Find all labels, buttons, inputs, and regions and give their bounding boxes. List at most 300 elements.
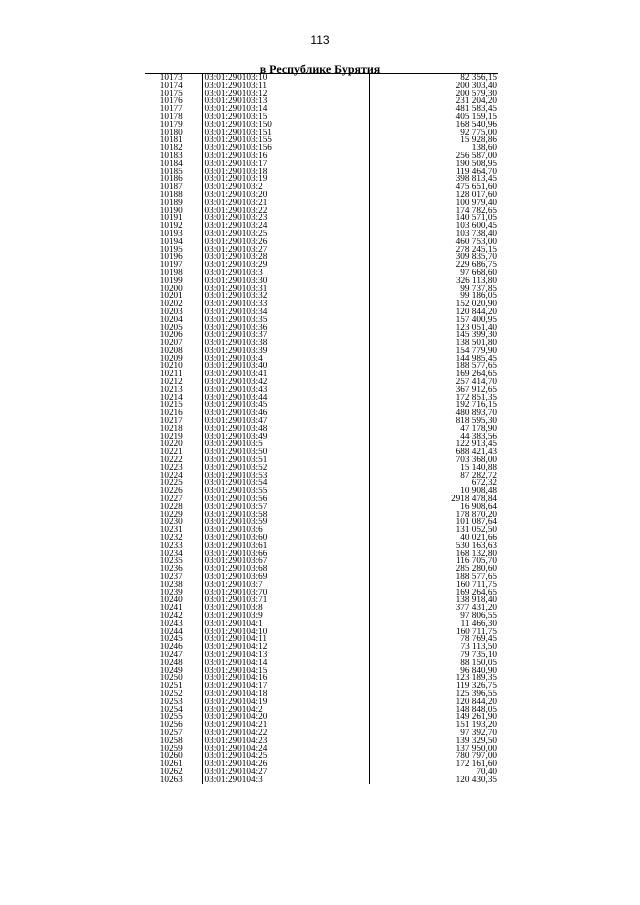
cadastral-value: 152 020,90 [369, 300, 498, 308]
row-number: 10186 [159, 175, 183, 184]
table-row [145, 495, 498, 503]
row-number: 10220 [159, 440, 183, 449]
row-number: 10253 [159, 697, 183, 706]
table-row [145, 175, 498, 183]
table-row [145, 246, 498, 254]
cadastral-value: 174 782,65 [369, 207, 498, 215]
cadastral-value: 119 326,75 [369, 682, 498, 690]
cadastral-value: 87 282,72 [369, 472, 498, 480]
row-number: 10238 [159, 580, 183, 589]
cadastral-number: 03:01:290104:16 [202, 674, 369, 682]
table-row [145, 776, 498, 784]
row-number: 10235 [159, 557, 183, 566]
row-number: 10258 [159, 736, 183, 745]
cadastral-value: 398 813,45 [369, 175, 498, 183]
table-row [145, 628, 498, 636]
table-row [145, 285, 498, 293]
cadastral-number: 03:01:290103:68 [202, 565, 369, 573]
table-row [145, 277, 498, 285]
row-number: 10180 [159, 128, 183, 137]
table-row [145, 331, 498, 339]
cadastral-number: 03:01:290103:16 [202, 152, 369, 160]
cadastral-number: 03:01:290103:9 [202, 612, 369, 620]
table-row [145, 635, 498, 643]
row-number: 10225 [159, 479, 183, 488]
row-number: 10231 [159, 526, 183, 535]
row-number: 10201 [159, 292, 183, 301]
cadastral-value: 119 464,70 [369, 168, 498, 176]
row-number: 10208 [159, 346, 183, 355]
row-number: 10179 [159, 120, 183, 129]
cadastral-value: 285 280,60 [369, 565, 498, 573]
table-row [145, 729, 498, 737]
row-number: 10259 [159, 744, 183, 753]
cadastral-number: 03:01:290103:5 [202, 440, 369, 448]
row-number: 10211 [159, 370, 183, 379]
cadastral-value: 780 797,00 [369, 752, 498, 760]
table-row [145, 690, 498, 698]
cadastral-value: 172 851,35 [369, 394, 498, 402]
cadastral-number: 03:01:290103:69 [202, 573, 369, 581]
row-number: 10181 [159, 136, 183, 145]
table-row [145, 768, 498, 776]
row-number: 10224 [159, 471, 183, 480]
cadastral-number: 03:01:290103:25 [202, 230, 369, 238]
cadastral-number: 03:01:290104:2 [202, 706, 369, 714]
table-row [145, 456, 498, 464]
cadastral-number: 03:01:290103:33 [202, 300, 369, 308]
cadastral-number: 03:01:290103:43 [202, 386, 369, 394]
cadastral-number: 03:01:290103:40 [202, 362, 369, 370]
row-number: 10187 [159, 183, 183, 191]
table-row [145, 105, 498, 113]
cadastral-value: 377 431,20 [369, 604, 498, 612]
row-number: 10256 [159, 721, 183, 729]
row-number: 10204 [159, 315, 183, 324]
row-number: 10223 [159, 463, 183, 472]
table-row [145, 214, 498, 222]
row-number: 10191 [159, 214, 183, 223]
cadastral-number: 03:01:290103:67 [202, 557, 369, 565]
cadastral-value: 148 848,05 [369, 706, 498, 714]
row-number: 10222 [159, 456, 183, 464]
cadastral-value: 168 132,80 [369, 550, 498, 558]
cadastral-value: 137 950,00 [369, 745, 498, 753]
row-number: 10261 [159, 760, 183, 768]
cadastral-value: 123 189,35 [369, 674, 498, 682]
row-number: 10227 [159, 495, 183, 503]
cadastral-number: 03:01:290104:1 [202, 620, 369, 628]
row-number: 10207 [159, 339, 183, 347]
row-number: 10218 [159, 424, 183, 433]
cadastral-value: 530 163,63 [369, 542, 498, 550]
row-number: 10232 [159, 534, 183, 542]
cadastral-value: 149 261,90 [369, 713, 498, 721]
cadastral-value: 480 893,70 [369, 409, 498, 417]
table-row [145, 713, 498, 721]
row-number: 10194 [159, 237, 183, 246]
row-number: 10216 [159, 409, 183, 418]
cadastral-number: 03:01:290103:53 [202, 472, 369, 480]
table-row [145, 183, 498, 191]
cadastral-number: 03:01:290104:22 [202, 729, 369, 737]
cadastral-value: 688 421,43 [369, 448, 498, 456]
cadastral-number: 03:01:290104:10 [202, 628, 369, 636]
cadastral-value: 128 017,60 [369, 191, 498, 199]
table-row [145, 121, 498, 129]
row-number: 10213 [159, 385, 183, 394]
cadastral-number: 03:01:290103:51 [202, 456, 369, 464]
table-row [145, 721, 498, 729]
cadastral-value: 256 587,00 [369, 152, 498, 160]
row-number: 10185 [159, 167, 183, 176]
cadastral-number: 03:01:290103:55 [202, 487, 369, 495]
cadastral-number: 03:01:290103:45 [202, 401, 369, 409]
row-number: 10257 [159, 728, 183, 737]
row-number: 10229 [159, 510, 183, 519]
table-row [145, 440, 498, 448]
row-number: 10215 [159, 401, 183, 410]
cadastral-number: 03:01:290104:19 [202, 698, 369, 706]
cadastral-value: 231 204,20 [369, 97, 498, 105]
row-number: 10195 [159, 245, 183, 254]
cadastral-value: 122 913,45 [369, 440, 498, 448]
row-number: 10243 [159, 619, 183, 628]
table-row [145, 113, 498, 121]
table-row [145, 737, 498, 745]
table-row [145, 464, 498, 472]
cadastral-value: 309 835,70 [369, 253, 498, 261]
row-number: 10206 [159, 331, 183, 340]
cadastral-number: 03:01:290103:4 [202, 355, 369, 363]
cadastral-number: 03:01:290104:11 [202, 635, 369, 643]
cadastral-number: 03:01:290104:15 [202, 667, 369, 675]
cadastral-number: 03:01:290103:66 [202, 550, 369, 558]
cadastral-number: 03:01:290103:60 [202, 534, 369, 542]
table-row [145, 651, 498, 659]
table-row [145, 238, 498, 246]
row-number: 10198 [159, 268, 183, 277]
cadastral-value: 200 579,30 [369, 90, 498, 98]
cadastral-value-table [145, 73, 498, 784]
cadastral-value: 96 840,90 [369, 667, 498, 675]
row-number: 10230 [159, 518, 183, 527]
cadastral-number: 03:01:290103:52 [202, 464, 369, 472]
table-row [145, 253, 498, 261]
table-row [145, 191, 498, 199]
row-number: 10263 [159, 775, 183, 784]
cadastral-value: 326 113,80 [369, 277, 498, 285]
cadastral-number: 03:01:290103:34 [202, 308, 369, 316]
cadastral-value: 79 735,10 [369, 651, 498, 659]
row-number: 10188 [159, 190, 183, 199]
row-number: 10209 [159, 354, 183, 363]
table-row [145, 479, 498, 487]
row-number: 10245 [159, 635, 183, 644]
row-number: 10221 [159, 448, 183, 457]
table-row [145, 518, 498, 526]
cadastral-value: 120 844,20 [369, 698, 498, 706]
table-row [145, 550, 498, 558]
row-number: 10214 [159, 393, 183, 402]
cadastral-number: 03:01:290103:18 [202, 168, 369, 176]
cadastral-value: 172 161,60 [369, 760, 498, 768]
cadastral-number: 03:01:290103:41 [202, 370, 369, 378]
table-row [145, 534, 498, 542]
cadastral-number: 03:01:290103:12 [202, 90, 369, 98]
row-number: 10247 [159, 650, 183, 659]
region-title: в Республике Бурятия [259, 62, 381, 76]
cadastral-number: 03:01:290103:28 [202, 253, 369, 261]
table-row [145, 612, 498, 620]
row-number: 10193 [159, 229, 183, 238]
cadastral-number: 03:01:290104:13 [202, 651, 369, 659]
row-number: 10182 [159, 144, 183, 152]
cadastral-value: 120 430,35 [369, 776, 498, 784]
row-number: 10250 [159, 674, 183, 683]
cadastral-value: 145 399,30 [369, 331, 498, 339]
cadastral-value: 2918 478,84 [369, 495, 498, 503]
table-row [145, 222, 498, 230]
cadastral-number: 03:01:290104:24 [202, 745, 369, 753]
table-row [145, 152, 498, 160]
cadastral-number: 03:01:290104:27 [202, 768, 369, 776]
cadastral-value: 160 711,75 [369, 581, 498, 589]
row-number: 10240 [159, 596, 183, 605]
table-row [145, 199, 498, 207]
row-number: 10174 [159, 81, 183, 90]
table-row [145, 308, 498, 316]
cadastral-value: 160 711,75 [369, 628, 498, 636]
row-number: 10175 [159, 89, 183, 98]
cadastral-value: 70,40 [369, 768, 498, 776]
row-number: 10199 [159, 276, 183, 285]
cadastral-value: 100 979,40 [369, 199, 498, 207]
cadastral-value: 190 508,95 [369, 160, 498, 168]
table-row [145, 706, 498, 714]
row-number: 10178 [159, 112, 183, 121]
table-row [145, 409, 498, 417]
cadastral-value: 405 159,15 [369, 113, 498, 121]
cadastral-value: 192 716,15 [369, 401, 498, 409]
table-row [145, 207, 498, 215]
table-row [145, 526, 498, 534]
cadastral-number: 03:01:290103:13 [202, 97, 369, 105]
cadastral-number: 03:01:290103:31 [202, 285, 369, 293]
table-row [145, 589, 498, 597]
cadastral-number: 03:01:290103:150 [202, 121, 369, 129]
page-number: 113 [310, 33, 330, 47]
cadastral-value: 168 540,96 [369, 121, 498, 129]
cadastral-value: 16 908,64 [369, 503, 498, 511]
cadastral-value: 169 264,65 [369, 370, 498, 378]
cadastral-number: 03:01:290103:70 [202, 589, 369, 597]
table-row [145, 596, 498, 604]
row-number: 10228 [159, 502, 183, 511]
table-row [145, 659, 498, 667]
cadastral-value: 131 052,50 [369, 526, 498, 534]
cadastral-number: 03:01:290103:8 [202, 604, 369, 612]
cadastral-number: 03:01:290103:37 [202, 331, 369, 339]
cadastral-value: 15 140,88 [369, 464, 498, 472]
row-number: 10255 [159, 713, 183, 722]
table-row [145, 620, 498, 628]
cadastral-value: 139 329,50 [369, 737, 498, 745]
cadastral-number: 03:01:290103:11 [202, 82, 369, 90]
table-row [145, 511, 498, 519]
cadastral-value: 138 918,40 [369, 596, 498, 604]
row-number: 10242 [159, 611, 183, 620]
row-number: 10248 [159, 658, 183, 667]
row-number: 10236 [159, 565, 183, 573]
table-row [145, 674, 498, 682]
cadastral-value: 475 651,60 [369, 183, 498, 191]
cadastral-number: 03:01:290103:39 [202, 347, 369, 355]
cadastral-value: 257 414,70 [369, 378, 498, 386]
cadastral-value: 11 466,30 [369, 620, 498, 628]
cadastral-number: 03:01:290103:23 [202, 214, 369, 222]
table-row [145, 557, 498, 565]
table-row [145, 136, 498, 144]
cadastral-number: 03:01:290103:44 [202, 394, 369, 402]
cadastral-number: 03:01:290103:54 [202, 479, 369, 487]
table-row [145, 316, 498, 324]
cadastral-value: 103 738,40 [369, 230, 498, 238]
row-number: 10192 [159, 222, 183, 230]
table-row [145, 90, 498, 98]
cadastral-value: 92 775,00 [369, 129, 498, 137]
table-row [145, 417, 498, 425]
table-row [145, 745, 498, 753]
cadastral-number: 03:01:290104:20 [202, 713, 369, 721]
cadastral-value: 88 150,05 [369, 659, 498, 667]
row-number: 10262 [159, 767, 183, 776]
table-row [145, 401, 498, 409]
cadastral-number: 03:01:290103:7 [202, 581, 369, 589]
cadastral-value: 178 870,20 [369, 511, 498, 519]
table-row [145, 97, 498, 105]
cadastral-value: 10 908,48 [369, 487, 498, 495]
cadastral-value: 82 356,15 [369, 74, 498, 82]
table-row [145, 433, 498, 441]
cadastral-number: 03:01:290104:3 [202, 776, 369, 784]
cadastral-number: 03:01:290103:10 [202, 74, 369, 82]
cadastral-number: 03:01:290103:24 [202, 222, 369, 230]
cadastral-number: 03:01:290103:3 [202, 269, 369, 277]
row-number: 10219 [159, 432, 183, 441]
row-number: 10260 [159, 752, 183, 761]
row-number: 10176 [159, 97, 183, 106]
table-row [145, 261, 498, 269]
row-number: 10203 [159, 307, 183, 316]
cadastral-number: 03:01:290103:26 [202, 238, 369, 246]
table-row [145, 347, 498, 355]
cadastral-number: 03:01:290103:29 [202, 261, 369, 269]
row-number: 10184 [159, 159, 183, 168]
table-row [145, 74, 498, 82]
cadastral-number: 03:01:290103:36 [202, 324, 369, 332]
table-row [145, 698, 498, 706]
table-row [145, 573, 498, 581]
table-row [145, 129, 498, 137]
table-row [145, 324, 498, 332]
cadastral-value: 97 806,55 [369, 612, 498, 620]
cadastral-value: 229 686,75 [369, 261, 498, 269]
cadastral-value: 140 571,05 [369, 214, 498, 222]
cadastral-value: 188 577,65 [369, 573, 498, 581]
table-row [145, 378, 498, 386]
cadastral-value: 481 583,45 [369, 105, 498, 113]
table-row [145, 760, 498, 768]
cadastral-value: 120 844,20 [369, 308, 498, 316]
cadastral-value: 703 368,00 [369, 456, 498, 464]
table-row [145, 144, 498, 152]
cadastral-number: 03:01:290104:23 [202, 737, 369, 745]
table-row [145, 448, 498, 456]
cadastral-number: 03:01:290103:32 [202, 292, 369, 300]
cadastral-number: 03:01:290103:151 [202, 129, 369, 137]
table-body [145, 74, 498, 784]
row-number: 10241 [159, 604, 183, 612]
cadastral-value: 40 021,66 [369, 534, 498, 542]
table-row [145, 269, 498, 277]
table-row [145, 752, 498, 760]
table-row [145, 682, 498, 690]
table-row [145, 339, 498, 347]
cadastral-number: 03:01:290103:57 [202, 503, 369, 511]
table-row [145, 362, 498, 370]
row-number: 10249 [159, 666, 183, 675]
cadastral-value: 103 600,45 [369, 222, 498, 230]
cadastral-value: 116 705,70 [369, 557, 498, 565]
cadastral-number: 03:01:290103:50 [202, 448, 369, 456]
table-row [145, 604, 498, 612]
cadastral-value: 44 383,56 [369, 433, 498, 441]
table-row [145, 168, 498, 176]
row-number: 10189 [159, 198, 183, 207]
cadastral-number: 03:01:290103:14 [202, 105, 369, 113]
row-number: 10252 [159, 689, 183, 698]
row-number: 10177 [159, 105, 183, 113]
cadastral-number: 03:01:290103:71 [202, 596, 369, 604]
cadastral-value: 97 668,60 [369, 269, 498, 277]
cadastral-value: 672,32 [369, 479, 498, 487]
cadastral-number: 03:01:290103:59 [202, 518, 369, 526]
row-number: 10233 [159, 541, 183, 550]
cadastral-number: 03:01:290103:15 [202, 113, 369, 121]
cadastral-value: 138 501,80 [369, 339, 498, 347]
row-number: 10234 [159, 549, 183, 558]
cadastral-number: 03:01:290104:26 [202, 760, 369, 768]
row-number: 10244 [159, 627, 183, 636]
row-number: 10173 [145, 74, 202, 82]
cadastral-number: 03:01:290103:17 [202, 160, 369, 168]
table-row [145, 355, 498, 363]
cadastral-number: 03:01:290104:21 [202, 721, 369, 729]
table-row [145, 667, 498, 675]
cadastral-value: 123 051,40 [369, 324, 498, 332]
cadastral-number: 03:01:290104:17 [202, 682, 369, 690]
row-number: 10197 [159, 261, 183, 269]
cadastral-number: 03:01:290104:18 [202, 690, 369, 698]
cadastral-value: 15 928,86 [369, 136, 498, 144]
cadastral-value: 125 396,55 [369, 690, 498, 698]
cadastral-value: 97 392,70 [369, 729, 498, 737]
row-number: 10200 [159, 284, 183, 293]
table-row [145, 82, 498, 90]
cadastral-number: 03:01:290103:48 [202, 425, 369, 433]
row-number: 10217 [159, 417, 183, 425]
